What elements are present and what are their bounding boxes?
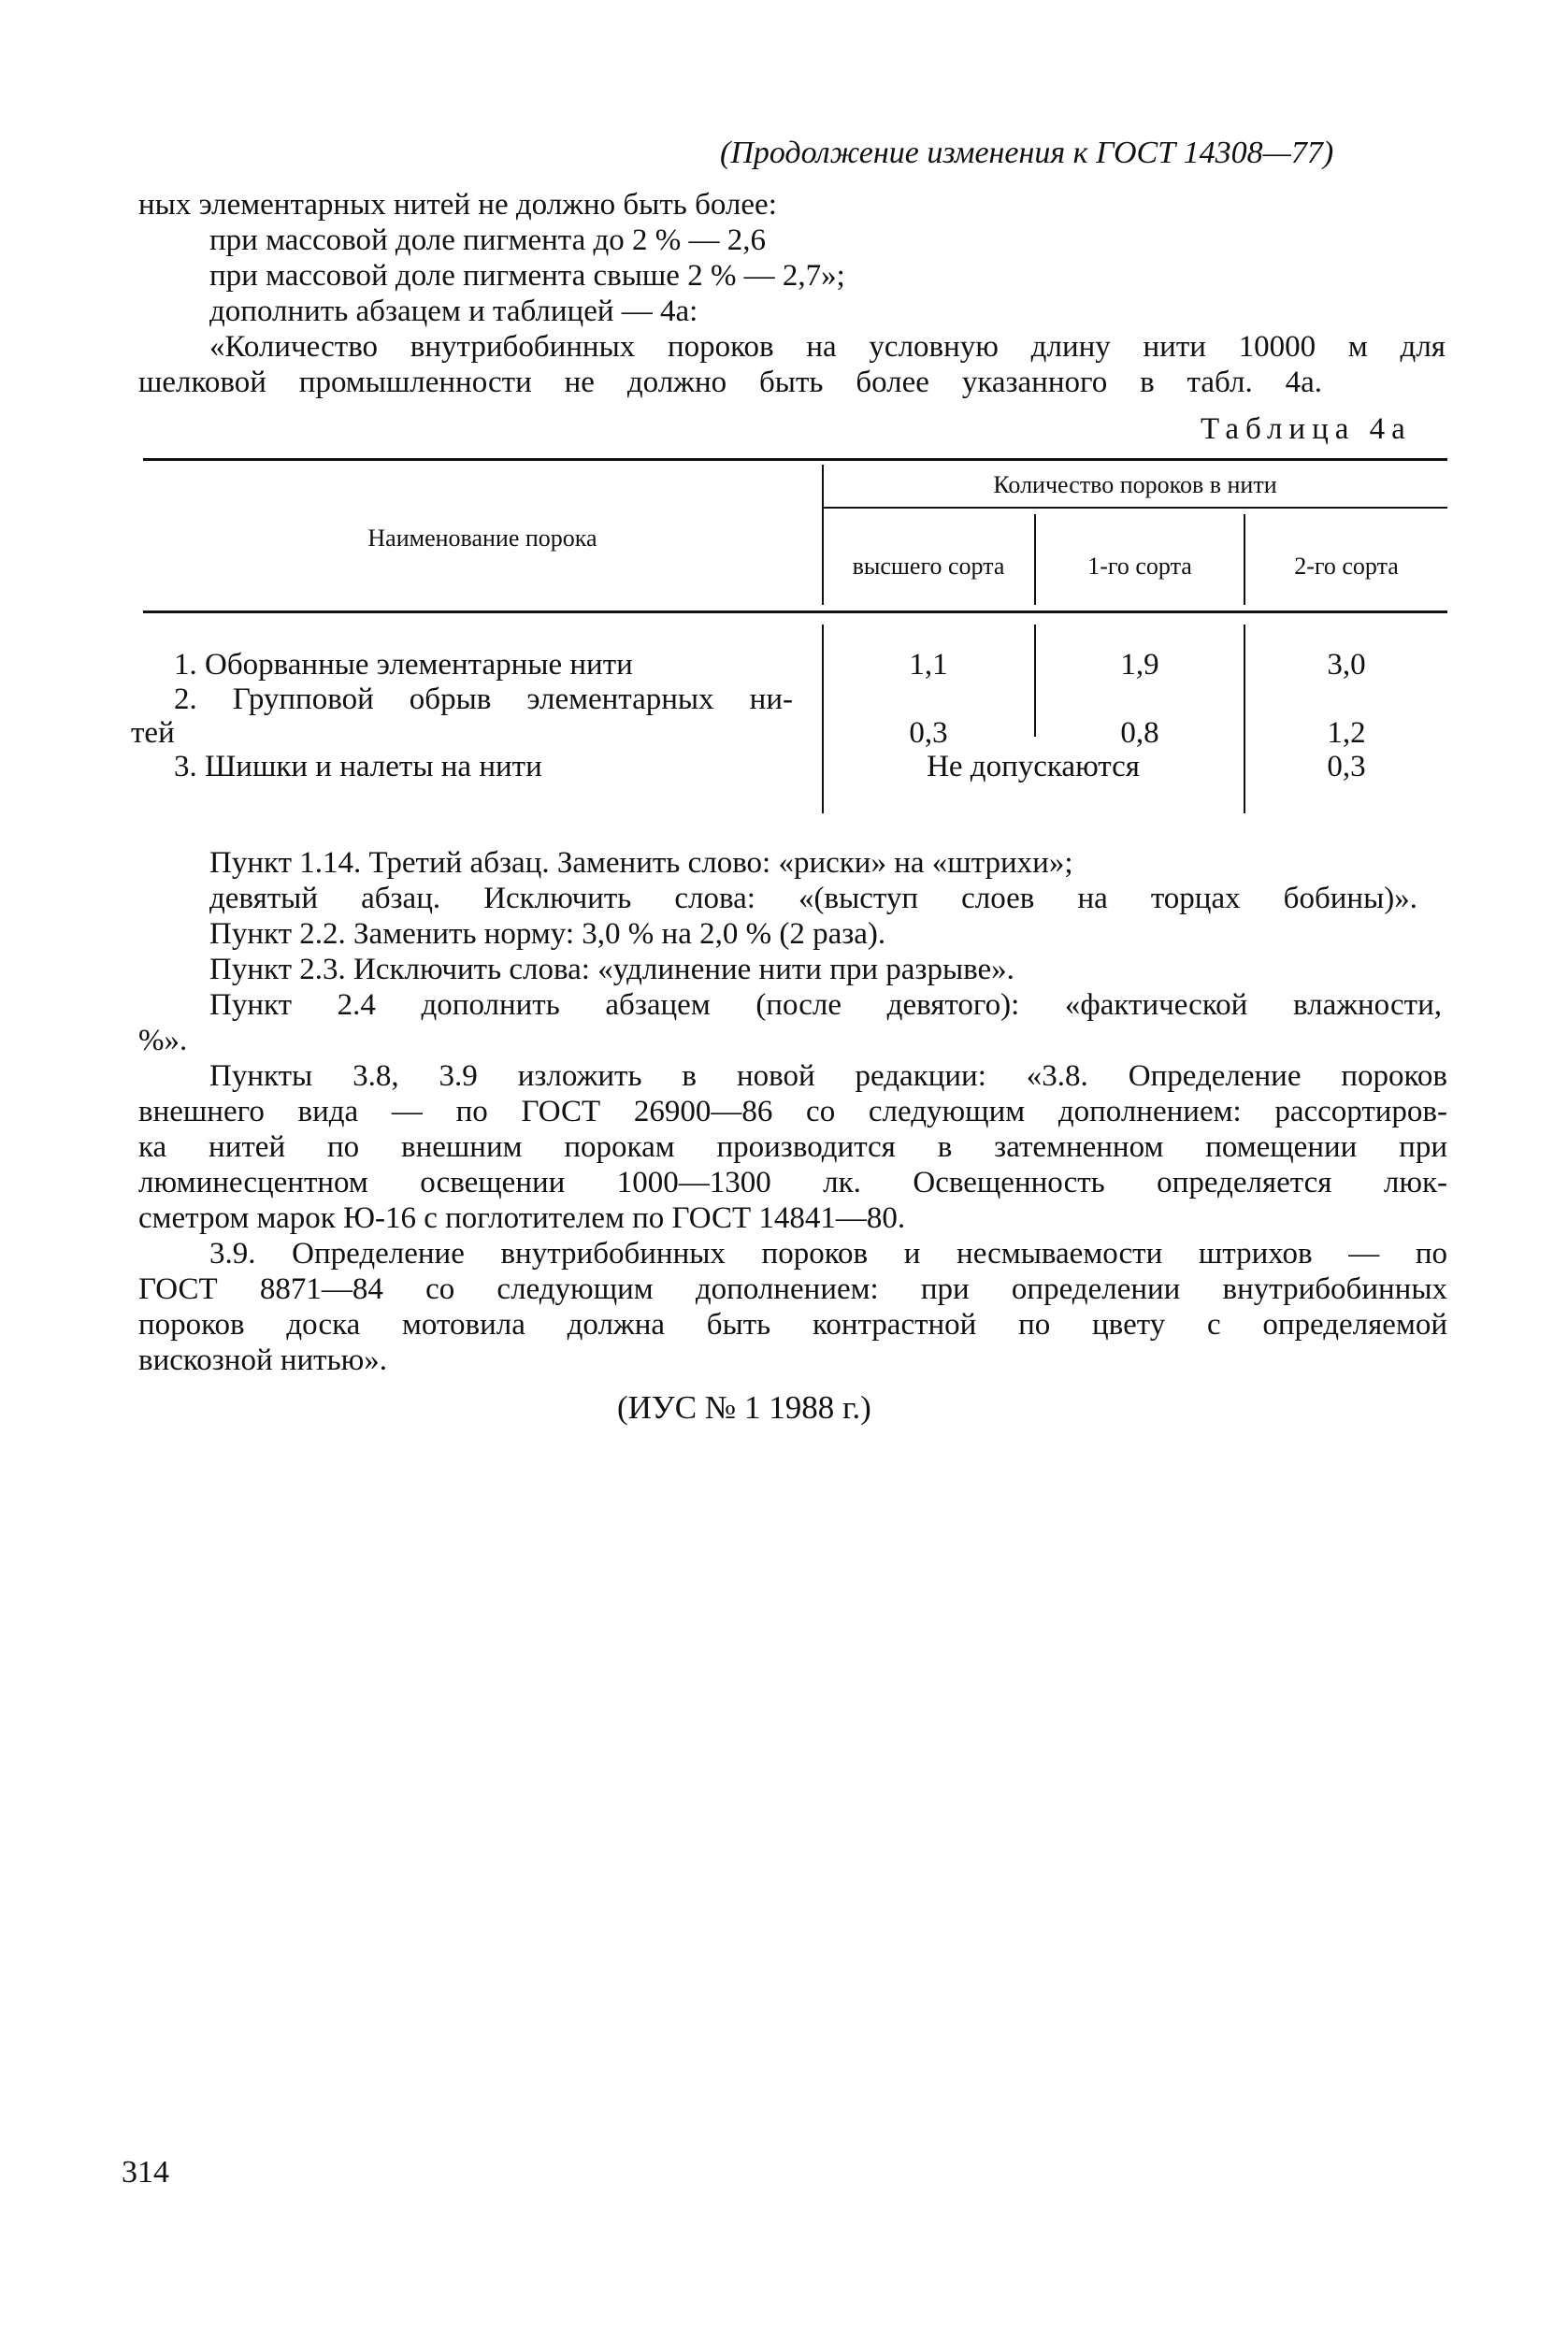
intro-line-1: ных элементарных нитей не должно быть более: <box>138 188 777 222</box>
source-note: (ИУС № 1 1988 г.) <box>617 1389 871 1426</box>
table-top-rule <box>143 458 1447 461</box>
body-line-7: Пункты 3.8, 3.9 изложить в новой редакции: «3.8. Определение пороков <box>209 1059 1447 1093</box>
col-header-grade-top: высшего сорта <box>852 553 1005 580</box>
row-1-value-2: 3,0 <box>1327 648 1366 682</box>
row-3-name: 3. Шишки и налеты на нити <box>174 750 542 783</box>
col-header-name: Наименование порока <box>367 524 597 552</box>
body-line-14: пороков доска мотовила должна быть контрастной по цвету с определяемой <box>138 1308 1447 1342</box>
body-line-8: внешнего вида — по ГОСТ 26900—86 со следующим дополнением: рассортиров- <box>138 1095 1447 1128</box>
body-line-4: Пункт 2.3. Исключить слова: «удлинение нити при разрыве». <box>209 953 1014 986</box>
row-2-value-2: 1,2 <box>1327 716 1366 750</box>
page-number: 314 <box>122 2155 169 2190</box>
row-1-value-top: 1,1 <box>909 648 948 682</box>
body-line-11: сметром марок Ю-16 с поглотителем по ГОСТ 14841—80. <box>138 1201 906 1235</box>
running-header: (Продолжение изменения к ГОСТ 14308—77) <box>720 136 1334 170</box>
row-3-value-merged: Не допускаются <box>927 750 1140 783</box>
body-line-2: девятый абзац. Исключить слова: «(выступ слоев на торцах бобины)». <box>209 882 1417 915</box>
col-header-grade-1: 1-го сорта <box>1087 553 1192 580</box>
body-line-15: вискозной нитью». <box>138 1343 388 1377</box>
intro-line-6: шелковой промышленности не должно быть более указанного в табл. 4а. <box>138 366 1322 399</box>
header-bottom-rule <box>143 610 1447 613</box>
intro-line-2: при массовой доле пигмента до 2 % — 2,6 <box>209 223 767 257</box>
table-caption: Таблица 4а <box>1201 412 1412 446</box>
row-3-value-2: 0,3 <box>1327 750 1366 783</box>
col-header-group: Количество пороков в нити <box>993 471 1277 498</box>
body-line-3: Пункт 2.2. Заменить норму: 3,0 % на 2,0 % (2 раза). <box>209 917 886 951</box>
body-line-13: ГОСТ 8871—84 со следующим дополнением: при определении внутрибобинных <box>138 1272 1447 1306</box>
row-2-value-1: 0,8 <box>1120 716 1159 750</box>
row-2-name-line-1: 2. Групповой обрыв элементарных ни- <box>174 682 793 716</box>
col-header-grade-2: 2-го сорта <box>1294 553 1399 580</box>
row-2-name-line-2: тей <box>131 716 175 750</box>
body-line-12: 3.9. Определение внутрибобинных пороков и несмываемости штрихов — по <box>209 1237 1447 1271</box>
row-2-value-top: 0,3 <box>909 716 948 750</box>
body-line-6: %». <box>138 1024 188 1057</box>
body-line-10: люминесцентном освещении 1000—1300 лк. Освещенность определяется люк- <box>138 1166 1447 1199</box>
intro-line-3: при массовой доле пигмента свыше 2 % — 2,7»; <box>209 259 845 293</box>
intro-line-4: дополнить абзацем и таблицей — 4а: <box>209 294 698 328</box>
intro-line-5: «Количество внутрибобинных пороков на условную длину нити 10000 м для <box>209 330 1446 364</box>
group-header-rule <box>823 507 1447 509</box>
row-1-value-1: 1,9 <box>1120 648 1159 682</box>
body-line-1: Пункт 1.14. Третий абзац. Заменить слово: «риски» на «штрихи»; <box>209 846 1073 880</box>
row-1-name: 1. Оборванные элементарные нити <box>174 648 633 682</box>
body-line-5: Пункт 2.4 дополнить абзацем (после девятого): «фактической влажности, <box>209 988 1442 1022</box>
body-line-9: ка нитей по внешним порокам производится в затемненном помещении при <box>138 1130 1447 1164</box>
